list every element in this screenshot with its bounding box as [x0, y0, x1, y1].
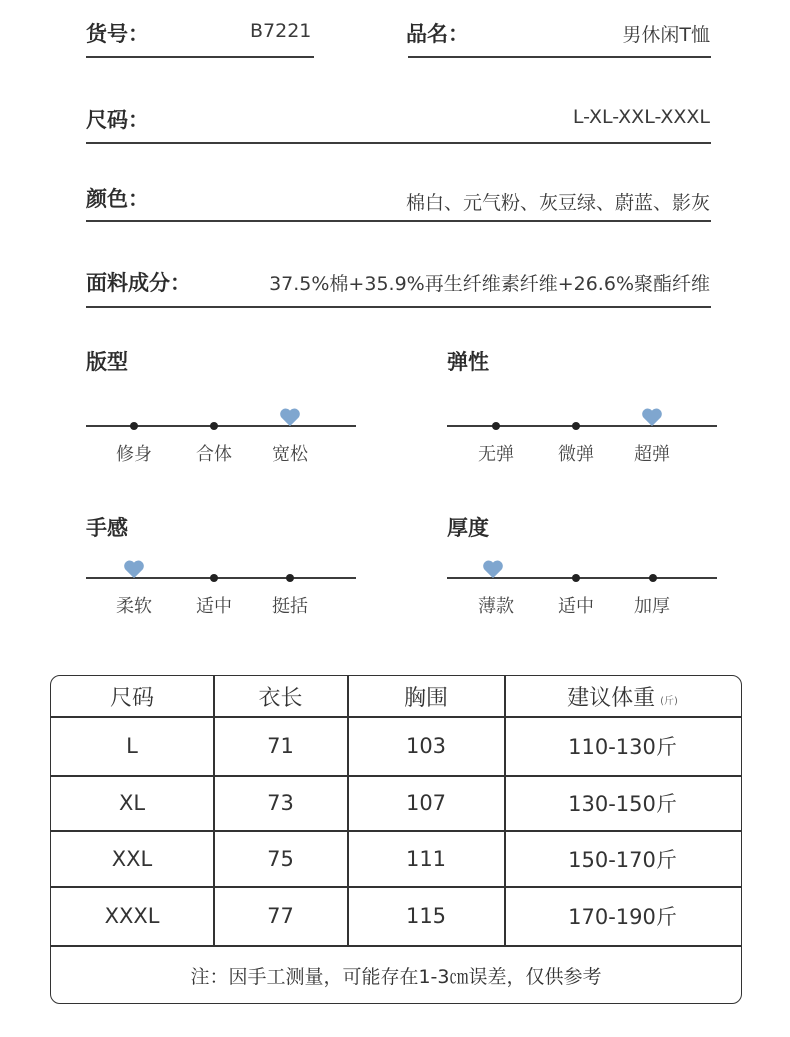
- heart-icon: [123, 559, 145, 579]
- table-cell: 115: [405, 904, 447, 928]
- table-cell: 107: [405, 791, 447, 815]
- color-label: 颜色：: [86, 187, 149, 211]
- thickness-option-marker: [572, 574, 580, 582]
- feel-option-label: 适中: [196, 596, 232, 617]
- item-no-label: 货号：: [86, 22, 149, 46]
- table-cell: 111: [405, 846, 447, 871]
- elasticity-option-label: 微弹: [558, 444, 594, 465]
- table-cell: 75: [267, 846, 294, 871]
- fabric-value: 37.5%棉+35.9%再生纤维素纤维+26.6%聚酯纤维: [269, 273, 710, 295]
- table-cell: XXXL: [104, 904, 160, 928]
- divider: [86, 306, 711, 308]
- fit-option-label-selected: 宽松: [272, 444, 308, 465]
- elasticity-title: 弹性: [447, 350, 489, 374]
- table-header-weight: 建议体重: [567, 685, 656, 711]
- fit-option-label: 合体: [196, 444, 232, 465]
- weight-unit: (斤): [660, 695, 678, 707]
- thickness-option-label-selected: 薄款: [478, 596, 514, 617]
- elasticity-option-marker: [572, 422, 580, 430]
- feel-option-marker: [286, 574, 294, 582]
- table-header-cell: [505, 676, 740, 716]
- size-label: 尺码：: [86, 108, 149, 132]
- feel-option-marker: [210, 574, 218, 582]
- table-cell: 130-150斤: [568, 792, 677, 816]
- feel-option-label: 挺括: [272, 596, 308, 617]
- product-name-value: 男休闲T恤: [622, 24, 710, 46]
- table-cell: 103: [405, 734, 447, 758]
- item-no-value: B7221: [250, 20, 312, 42]
- divider: [86, 56, 314, 58]
- thickness-option-label: 适中: [558, 596, 594, 617]
- table-cell: XL: [118, 791, 146, 815]
- table-cell: L: [126, 734, 138, 758]
- table-header-cell: 胸围: [403, 685, 448, 711]
- fit-scale-line: [86, 425, 356, 427]
- elasticity-option-label-selected: 超弹: [634, 444, 670, 465]
- heart-icon: [641, 407, 663, 427]
- elasticity-option-label: 无弹: [478, 444, 514, 465]
- elasticity-scale-line: [447, 425, 717, 427]
- table-cell: 150-170斤: [568, 847, 677, 872]
- table-header-cell: 尺码: [109, 685, 154, 711]
- table-cell: 170-190斤: [568, 905, 677, 929]
- divider: [408, 56, 711, 58]
- measurement-note: 注：因手工测量，可能存在1-3㎝误差，仅供参考: [190, 965, 602, 988]
- color-value: 棉白、元气粉、灰豆绿、蔚蓝、影灰: [405, 192, 710, 214]
- table-cell: 110-130斤: [568, 735, 677, 759]
- table-header-cell: 衣长: [258, 685, 303, 711]
- table-cell: XXL: [111, 846, 153, 871]
- fit-option-label: 修身: [116, 444, 152, 465]
- feel-option-label-selected: 柔软: [116, 596, 152, 617]
- size-table: [50, 675, 742, 1004]
- elasticity-option-marker: [492, 422, 500, 430]
- product-name-label: 品名：: [406, 22, 469, 46]
- table-cell: 73: [267, 791, 294, 815]
- thickness-option-marker: [649, 574, 657, 582]
- table-cell: 71: [267, 734, 294, 758]
- table-cell: 77: [267, 904, 294, 928]
- thickness-option-label: 加厚: [634, 596, 670, 617]
- feel-title: 手感: [86, 516, 128, 540]
- size-value: L-XL-XXL-XXXL: [572, 106, 710, 128]
- divider: [86, 142, 711, 144]
- divider: [86, 220, 711, 222]
- heart-icon: [482, 559, 504, 579]
- fit-title: 版型: [86, 350, 128, 374]
- thickness-title: 厚度: [447, 516, 489, 540]
- fit-option-marker: [130, 422, 138, 430]
- fit-option-marker: [210, 422, 218, 430]
- heart-icon: [279, 407, 301, 427]
- fabric-label: 面料成分：: [86, 271, 191, 295]
